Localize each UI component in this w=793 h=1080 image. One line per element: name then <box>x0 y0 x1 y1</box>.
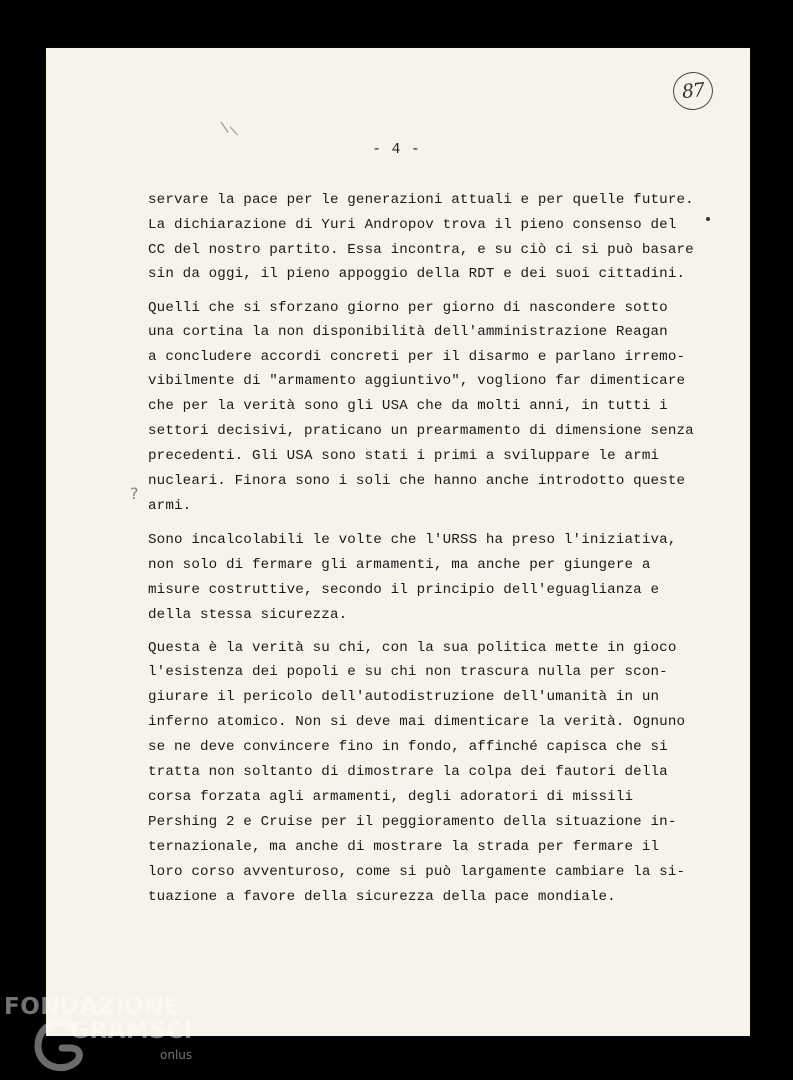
text-line: loro corso avventuroso, come si può largamente cambiare la si- <box>148 864 686 880</box>
text-line: armi. <box>148 498 192 514</box>
text-line: l'esistenza dei popoli e su chi non trascura nulla per scon- <box>148 664 668 680</box>
text-line: a concludere accordi concreti per il disarmo e parlano irremo- <box>148 349 686 365</box>
fondazione-gramsci-watermark <box>4 994 204 1078</box>
archive-page-number: 87 <box>671 70 715 112</box>
text-line: corsa forzata agli armamenti, degli adoratori di missili <box>148 789 634 805</box>
text-line: giurare il pericolo dell'autodistruzione dell'umanità in un <box>148 689 660 705</box>
watermark-tag: onlus <box>160 1048 193 1062</box>
text-line: Pershing 2 e Cruise per il peggioramento della situazione in- <box>148 814 677 830</box>
text-line: non solo di fermare gli armamenti, ma anche per giungere a <box>148 557 651 573</box>
text-line: CC del nostro partito. Essa incontra, e su ciò ci si può basare <box>148 242 694 258</box>
text-line: Questa è la verità su chi, con la sua politica mette in gioco <box>148 640 677 656</box>
text-line: se ne deve convincere fino in fondo, affinché capisca che si <box>148 739 668 755</box>
text-line: inferno atomico. Non si deve mai dimenticare la verità. Ognuno <box>148 714 686 730</box>
text-line: misure costruttive, secondo il principio dell'eguaglianza e <box>148 582 660 598</box>
text-line: sin da oggi, il pieno appoggio della RDT e dei suoi cittadini. <box>148 266 686 282</box>
pencil-mark: \ <box>219 117 230 137</box>
text-line: Quelli che si sforzano giorno per giorno di nascondere sotto <box>148 300 668 316</box>
text-line: nucleari. Finora sono i soli che hanno anche introdotto queste <box>148 473 686 489</box>
ink-dot <box>706 217 710 221</box>
text-line: Sono incalcolabili le volte che l'URSS ha preso l'iniziativa, <box>148 532 677 548</box>
watermark-subtitle: GRAMSCI <box>70 1018 193 1044</box>
text-line: che per la verità sono gli USA che da molti anni, in tutti i <box>148 398 668 414</box>
text-line: vibilmente di "armamento aggiuntivo", vogliono far dimenticare <box>148 373 686 389</box>
text-line: precedenti. Gli USA sono stati i primi a sviluppare le armi <box>148 448 660 464</box>
page-number: - 4 - <box>372 142 421 158</box>
text-line: La dichiarazione di Yuri Andropov trova il pieno consenso del <box>148 217 677 233</box>
text-line: tuazione a favore della sicurezza della pace mondiale. <box>148 889 616 905</box>
text-line: tratta non soltanto di dimostrare la colpa dei fautori della <box>148 764 668 780</box>
text-line: ternazionale, ma anche di mostrare la strada per fermare il <box>148 839 660 855</box>
text-line: della stessa sicurezza. <box>148 607 348 623</box>
watermark-title: FONDAZIONE <box>4 994 181 1020</box>
text-line: settori decisivi, praticano un prearmamento di dimensione senza <box>148 423 694 439</box>
text-line: servare la pace per le generazioni attuali e per quelle future. <box>148 192 694 208</box>
pencil-mark: ? <box>130 484 139 503</box>
pencil-mark: \ <box>229 123 240 140</box>
text-line: una cortina la non disponibilità dell'amministrazione Reagan <box>148 324 668 340</box>
